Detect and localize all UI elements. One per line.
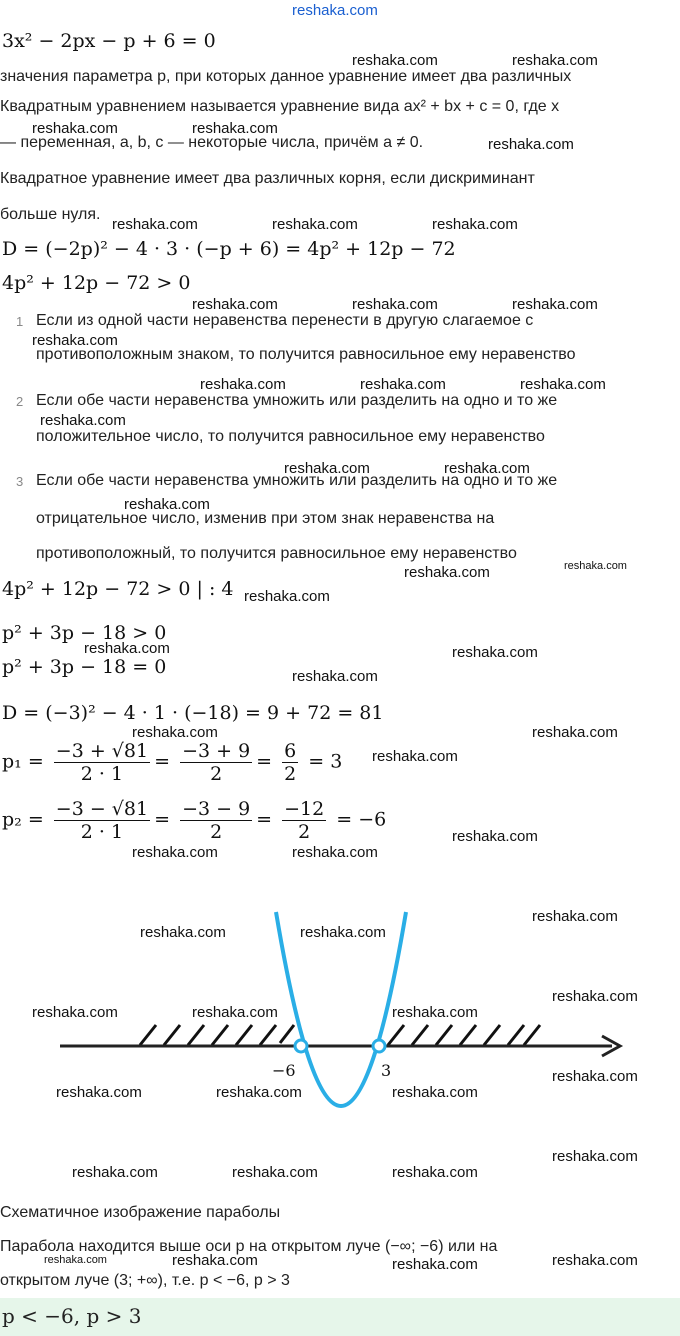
conclusion-line-2: открытом луче (3; +∞), т.е. p < −6, p > 3 (0, 1272, 290, 1289)
condition-line-2: больше нуля. (0, 206, 101, 223)
watermark: reshaka.com (360, 376, 446, 393)
watermark: reshaka.com (392, 1256, 478, 1273)
definition-line-2: — переменная, a, b, c — некоторые числа, причём a ≠ 0. (0, 134, 424, 151)
watermark: reshaka.com (84, 640, 170, 657)
right-root-label: 3 (381, 1061, 392, 1080)
inequality-2: p² + 3p − 18 > 0 (2, 622, 167, 644)
root-p2: p₂ = $\frac{-3 - √81}{2 \cdot 1}$ = $\frac{-3 - 9}{2}$ = $\frac{-12}{2}$ = −6 (2, 798, 387, 843)
watermark: reshaka.com (292, 668, 378, 685)
rule-2-line-1: Если обе части неравенства умножить или разделить на одно и то же (36, 392, 558, 409)
watermark: reshaka.com (232, 1164, 318, 1181)
watermark: reshaka.com (552, 1068, 638, 1085)
p2-den-2: 2 (210, 821, 223, 843)
p1-den-1: 2 · 1 (80, 763, 124, 785)
watermark: reshaka.com (272, 216, 358, 233)
left-root-label: −6 (272, 1061, 296, 1080)
division-step: 4p² + 12p − 72 > 0 | : 4 (2, 578, 234, 600)
p2-num-2: −3 − 9 (182, 798, 251, 820)
conclusion-line-1: Парабола находится выше оси p на открытом луче (−∞; −6) или на (0, 1238, 498, 1255)
hatching-left (140, 1025, 294, 1045)
watermark: reshaka.com (552, 1252, 638, 1269)
watermark: reshaka.com (372, 748, 458, 765)
watermark: reshaka.com (532, 908, 618, 925)
watermark: reshaka.com (32, 120, 118, 137)
p2-num-3: −12 (284, 798, 325, 820)
definition-line-1: Квадратным уравнением называется уравнение вида ax² + bx + c = 0, где x (0, 98, 560, 115)
watermark: reshaka.com (352, 52, 438, 69)
watermark: reshaka.com (432, 216, 518, 233)
p1-result: = 3 (308, 750, 343, 773)
watermark: reshaka.com (452, 644, 538, 661)
p2-result: = −6 (336, 808, 387, 831)
discriminant-1: D = (−2p)² − 4 · 3 · (−p + 6) = 4p² + 12p − 72 (2, 238, 456, 260)
p1-den-3: 2 (284, 763, 297, 785)
p2-num-1: −3 − √81 (55, 798, 149, 820)
p2-den-3: 2 (298, 821, 311, 843)
watermark: reshaka.com (44, 1254, 107, 1266)
inequality-1: 4p² + 12p − 72 > 0 (2, 272, 191, 294)
hatching-right (388, 1025, 540, 1045)
left-root-point (295, 1040, 307, 1052)
watermark: reshaka.com (352, 296, 438, 313)
watermark: reshaka.com (284, 460, 370, 477)
watermark: reshaka.com (192, 1004, 278, 1021)
watermark-top: reshaka.com (292, 2, 378, 19)
watermark: reshaka.com (40, 412, 126, 429)
watermark: reshaka.com (32, 1004, 118, 1021)
watermark: reshaka.com (532, 724, 618, 741)
watermark: reshaka.com (392, 1164, 478, 1181)
rule-number-1: 1 (16, 314, 24, 329)
watermark: reshaka.com (552, 1148, 638, 1165)
equation: 3x² − 2px − p + 6 = 0 (2, 30, 216, 52)
answer-box (0, 1298, 680, 1336)
watermark: reshaka.com (392, 1004, 478, 1021)
p1-den-2: 2 (210, 763, 223, 785)
equation-2: p² + 3p − 18 = 0 (2, 656, 167, 678)
p1-num-2: −3 + 9 (182, 740, 251, 762)
watermark: reshaka.com (132, 844, 218, 861)
answer-text: p < −6, p > 3 (2, 1304, 142, 1328)
rule-number-3: 3 (16, 474, 24, 489)
rule-number-2: 2 (16, 394, 24, 409)
p1-num-1: −3 + √81 (55, 740, 149, 762)
watermark: reshaka.com (444, 460, 530, 477)
watermark: reshaka.com (404, 564, 490, 581)
watermark: reshaka.com (112, 216, 198, 233)
p2-den-1: 2 · 1 (80, 821, 124, 843)
watermark: reshaka.com (124, 496, 210, 513)
p2-label: p₂ = (2, 808, 44, 831)
watermark: reshaka.com (140, 924, 226, 941)
p1-num-3: 6 (284, 740, 297, 762)
rule-3-line-1: Если обе части неравенства умножить или разделить на одно и то же (36, 472, 558, 489)
watermark: reshaka.com (300, 924, 386, 941)
watermark: reshaka.com (292, 844, 378, 861)
rule-3-line-2: отрицательное число, изменив при этом знак неравенства на (36, 510, 495, 527)
watermark: reshaka.com (552, 988, 638, 1005)
watermark: reshaka.com (564, 560, 627, 572)
watermark: reshaka.com (392, 1084, 478, 1101)
rule-1-line-1: Если из одной части неравенства перенести в другую слагаемое с (36, 312, 534, 329)
rule-1-line-2: противоположным знаком, то получится равносильное ему неравенство (36, 346, 576, 363)
rule-2-line-2: положительное число, то получится равносильное ему неравенство (36, 428, 545, 445)
watermark: reshaka.com (512, 52, 598, 69)
condition-line-1: Квадратное уравнение имеет два различных корня, если дискриминант (0, 170, 535, 187)
discriminant-2: D = (−3)² − 4 · 1 · (−18) = 9 + 72 = 81 (2, 702, 384, 724)
watermark: reshaka.com (56, 1084, 142, 1101)
watermark: reshaka.com (132, 724, 218, 741)
watermark: reshaka.com (172, 1252, 258, 1269)
watermark: reshaka.com (452, 828, 538, 845)
task-line: значения параметра p, при которых данное уравнение имеет два различных (0, 68, 572, 85)
watermark: reshaka.com (512, 296, 598, 313)
watermark: reshaka.com (488, 136, 574, 153)
watermark: reshaka.com (72, 1164, 158, 1181)
right-root-point (373, 1040, 385, 1052)
graph-caption: Схематичное изображение параболы (0, 1204, 281, 1221)
rule-3-line-3: противоположный, то получится равносильное ему неравенство (36, 545, 517, 562)
watermark: reshaka.com (192, 120, 278, 137)
watermark: reshaka.com (244, 588, 330, 605)
watermark: reshaka.com (520, 376, 606, 393)
p1-label: p₁ = (2, 750, 44, 773)
watermark: reshaka.com (192, 296, 278, 313)
watermark: reshaka.com (216, 1084, 302, 1101)
root-p1: p₁ = $\frac{-3 + √81}{2 \cdot 1}$ = $\frac{-3 + 9}{2}$ = $\frac{6}{2}$ = 3 (2, 740, 343, 785)
watermark: reshaka.com (32, 332, 118, 349)
watermark: reshaka.com (200, 376, 286, 393)
